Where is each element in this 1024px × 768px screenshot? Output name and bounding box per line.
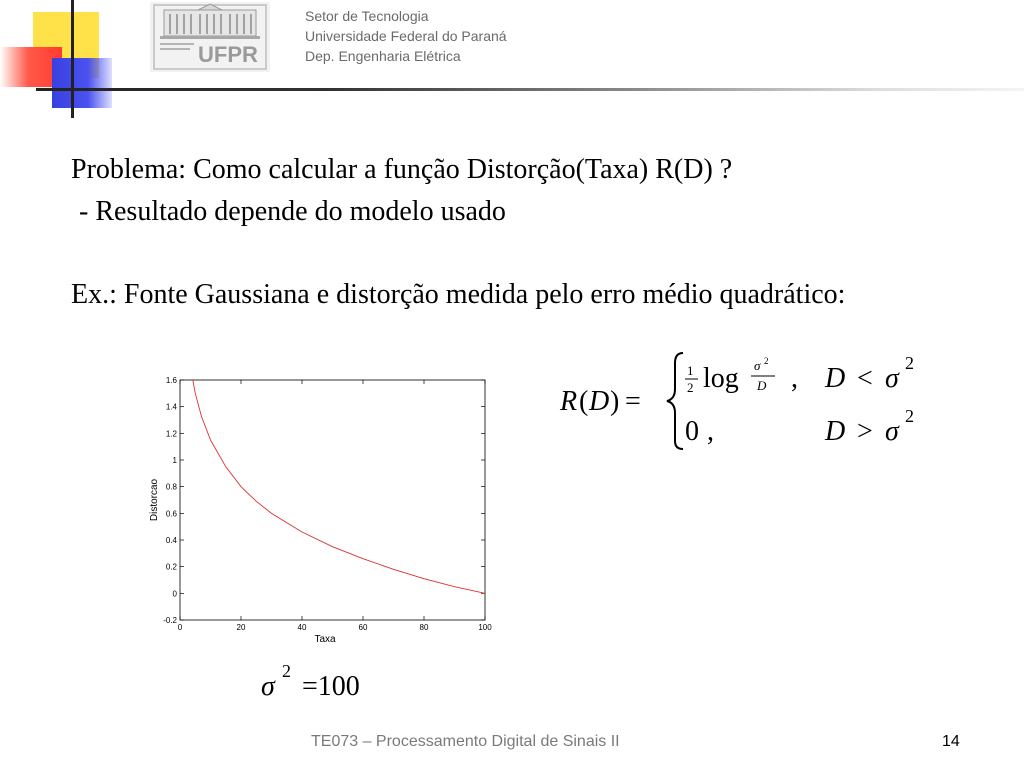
eq-case1-exp: 2 [905, 353, 914, 373]
result-note: - Resultado depende do modelo usado [79, 196, 506, 227]
rate-distortion-chart [140, 370, 510, 650]
eq-half-den: 2 [687, 380, 694, 395]
eq-lhs-R: R [560, 386, 578, 417]
eq-log: log [703, 363, 739, 394]
decor-blue-square [52, 58, 112, 108]
x-tick-label: 0 [177, 623, 183, 632]
eq-case2-exp: 2 [905, 406, 914, 426]
eq-frac-num-exp: 2 [764, 356, 769, 366]
eq-case1-sigma: σ [885, 363, 899, 394]
variance-equation [258, 662, 398, 702]
eq-frac-den: D [757, 378, 767, 393]
logo-text: UFPR [198, 42, 258, 67]
ufpr-logo-icon [150, 2, 270, 72]
eq-case2-sigma: σ [885, 416, 899, 447]
x-tick-label: 40 [297, 623, 307, 632]
y-tick-label: 0.8 [165, 482, 177, 492]
svg-text:,: , [707, 416, 714, 447]
footer-course-title: TE073 – Processamento Digital de Sinais II [311, 733, 620, 750]
plot-area [180, 380, 485, 620]
decor-vertical-line [71, 0, 74, 118]
eq-case1-op: < [857, 363, 873, 394]
svg-text:,: , [791, 363, 798, 394]
variance-exp: 2 [282, 662, 291, 681]
eq-case1-D: D [825, 363, 846, 394]
y-tick-label: 1.6 [165, 376, 177, 385]
eq-half-num: 1 [687, 363, 694, 378]
eq-frac-num: σ [754, 358, 761, 373]
x-tick-label: 80 [419, 623, 429, 632]
svg-text:=: = [625, 386, 641, 417]
eq-brace [667, 353, 683, 449]
y-tick-label: 1.4 [165, 402, 177, 412]
header-line-university: Universidade Federal do Paraná [305, 28, 507, 44]
y-tick-label: 0 [172, 589, 177, 599]
decor-horizontal-line [36, 88, 1024, 91]
eq-case2-op: > [857, 416, 873, 447]
example-statement: Ex.: Fonte Gaussiana e distorção medida pelo erro médio quadrático: [71, 279, 846, 310]
header-line-sector: Setor de Tecnologia [305, 8, 429, 24]
svg-text:): ) [610, 386, 620, 417]
y-tick-label: 0.2 [165, 562, 177, 572]
y-tick-label: -0.2 [163, 616, 177, 625]
rate-distortion-equation [555, 345, 935, 455]
y-tick-label: 0.6 [165, 509, 177, 519]
y-axis-label: Distorcao [149, 478, 160, 522]
y-tick-label: 1 [172, 456, 177, 465]
eq-lhs-D: D [589, 386, 610, 417]
eq-case2-value: 0 [685, 416, 699, 447]
svg-text:(: ( [579, 386, 589, 417]
variance-sigma: σ [261, 671, 275, 702]
institution-header [305, 6, 507, 66]
page-number: 14 [942, 733, 960, 750]
x-tick-label: 100 [478, 623, 492, 632]
problem-statement: Problema: Como calcular a função Distorção(Taxa) R(D) ? [71, 154, 733, 185]
y-tick-label: 1.2 [165, 429, 177, 439]
x-tick-label: 20 [236, 623, 246, 632]
eq-case2-D: D [825, 416, 846, 447]
x-axis-label: Taxa [314, 634, 336, 645]
header-line-department: Dep. Engenharia Elétrica [305, 48, 461, 64]
variance-rhs: =100 [302, 671, 360, 702]
x-tick-label: 60 [358, 623, 368, 632]
y-tick-label: 0.4 [165, 536, 177, 545]
